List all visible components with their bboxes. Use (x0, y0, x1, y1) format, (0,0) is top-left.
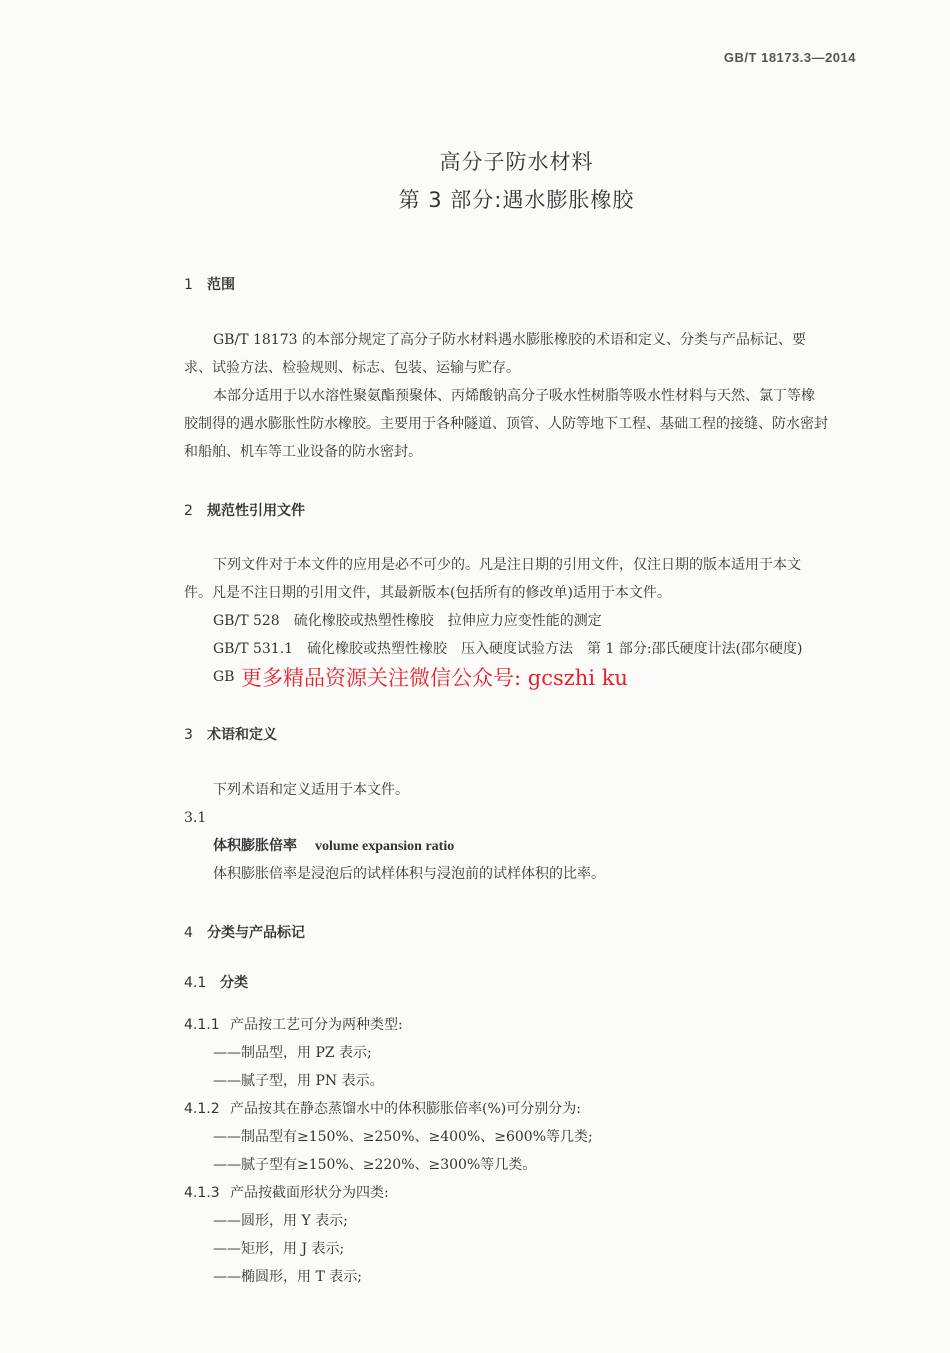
term-chinese: 体积膨胀倍率 (213, 838, 297, 854)
subsection-number: 4.1 (184, 975, 207, 991)
paragraph-line: 和船舶、机车等工业设备的防水密封。 (184, 444, 422, 460)
paragraph-line: 胶制得的遇水膨胀性防水橡胶。主要用于各种隧道、顶管、人防等地下工程、基础工程的接缝、防水密封 (184, 416, 828, 432)
paragraph-line: 件。凡是不注日期的引用文件，其最新版本(包括所有的修改单)适用于本文件。 (184, 585, 671, 601)
list-item: ——矩形，用 J 表示; (213, 1241, 345, 1257)
list-item: ——腻子型有≥150%、≥220%、≥300%等几类。 (213, 1157, 537, 1173)
list-item: ——腻子型，用 PN 表示。 (213, 1073, 384, 1089)
section-number: 2 (184, 503, 193, 519)
section-title: 范围 (207, 277, 235, 293)
list-item: ——椭圆形，用 T 表示; (213, 1269, 362, 1285)
paragraph-line: 求、试验方法、检验规则、标志、包装、运输与贮存。 (184, 360, 520, 376)
term-number: 3.1 (184, 810, 207, 826)
section-number: 4 (184, 925, 193, 941)
section-title: 分类与产品标记 (207, 925, 305, 941)
paragraph-line: 下列文件对于本文件的应用是必不可少的。凡是注日期的引用文件，仅注日期的版本适用于本文 (213, 557, 801, 573)
clause-4-1-1 (184, 1011, 403, 1039)
paragraph-line: 本部分适用于以水溶性聚氨酯预聚体、丙烯酸钠高分子吸水性树脂等吸水性材料与天然、氯丁等橡 (213, 388, 815, 404)
subsection-title: 分类 (220, 975, 248, 991)
list-item: ——制品型有≥150%、≥250%、≥400%、≥600%等几类; (213, 1129, 593, 1145)
section-title: 术语和定义 (207, 727, 277, 743)
reference-code: GB/T 531.1 (213, 641, 294, 657)
reference-title: 硫化橡胶或热塑性橡胶 拉伸应力应变性能的测定 (293, 613, 602, 629)
standard-number: GB/T 18173.3—2014 (723, 50, 856, 65)
clause-number: 4.1.2 (184, 1101, 220, 1117)
section-4-heading (184, 922, 305, 942)
clause-text: 产品按截面形状分为四类: (230, 1185, 389, 1201)
list-item: ——圆形，用 Y 表示; (213, 1213, 348, 1229)
clause-4-1-3 (184, 1179, 389, 1207)
section-3-heading (184, 724, 277, 744)
clause-4-1-2 (184, 1095, 581, 1123)
section-number: 3 (184, 727, 193, 743)
reference-code: GB (213, 669, 235, 685)
section-number: 1 (184, 277, 193, 293)
title-line-2: 第 3 部分:遇水膨胀橡胶 (398, 188, 635, 212)
section-title: 规范性引用文件 (207, 503, 305, 519)
reference-code: GB/T 528 (213, 613, 280, 629)
reference-item (213, 635, 803, 663)
watermark-text: 更多精品资源关注微信公众号: gcszhi ku (241, 666, 628, 690)
clause-number: 4.1.3 (184, 1185, 220, 1201)
paragraph-line: GB/T 18173 的本部分规定了高分子防水材料遇水膨胀橡胶的术语和定义、分类与产品标记、要 (213, 332, 806, 348)
subsection-4-1-heading (184, 972, 248, 992)
term-entry (213, 832, 454, 861)
reference-title: 硫化橡胶或热塑性橡胶 压入硬度试验方法 第 1 部分:邵氏硬度计法(邵尔硬度) (307, 641, 803, 657)
term-english: volume expansion ratio (315, 839, 455, 854)
clause-text: 产品按其在静态蒸馏水中的体积膨胀倍率(%)可分别分为: (230, 1101, 581, 1117)
list-item: ——制品型，用 PZ 表示; (213, 1045, 372, 1061)
term-definition: 体积膨胀倍率是浸泡后的试样体积与浸泡前的试样体积的比率。 (213, 866, 605, 882)
section-1-heading (184, 274, 235, 294)
paragraph-line: 下列术语和定义适用于本文件。 (213, 782, 409, 798)
reference-item (213, 663, 234, 691)
clause-number: 4.1.1 (184, 1017, 220, 1033)
clause-text: 产品按工艺可分为两种类型: (230, 1017, 403, 1033)
reference-item (213, 607, 602, 635)
title-line-1: 高分子防水材料 (439, 150, 594, 174)
section-2-heading (184, 500, 305, 520)
